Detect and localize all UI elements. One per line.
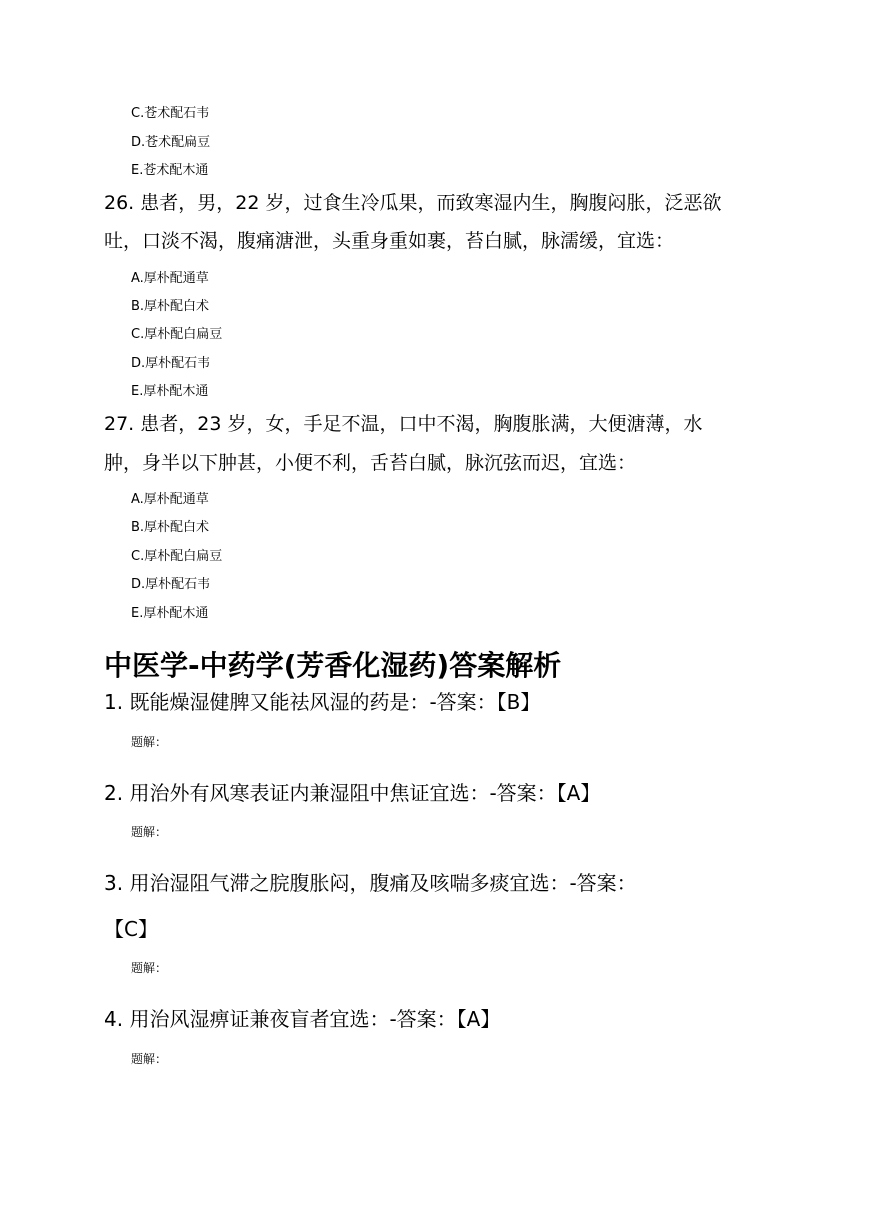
q26-option-c: C.厚朴配白扁豆 bbox=[131, 327, 223, 342]
q27-stem-line2: 肿，身半以下肿甚，小便不利，舌苔白腻，脉沉弦而迟，宜选： bbox=[104, 452, 637, 474]
q27-option-b: B.厚朴配白术 bbox=[131, 520, 210, 535]
q27-stem-line1: 27. 患者，23 岁，女，手足不温，口中不渴，胸腹胀满，大便溏薄，水 bbox=[104, 413, 703, 435]
q26-stem-line1: 26. 患者，男，22 岁，过食生冷瓜果，而致寒湿内生，胸腹闷胀，泛恶欲 bbox=[104, 192, 722, 214]
q25-option-d: D.苍术配扁豆 bbox=[131, 135, 211, 150]
q27-option-a: A.厚朴配通草 bbox=[131, 492, 209, 507]
q26-option-b: B.厚朴配白术 bbox=[131, 299, 210, 314]
answer-3-note: 题解： bbox=[131, 961, 168, 975]
q26-option-d: D.厚朴配石韦 bbox=[131, 356, 211, 371]
q26-option-e: E.厚朴配木通 bbox=[131, 384, 209, 399]
answer-2: 2. 用治外有风寒表证内兼湿阻中焦证宜选：-答案：【A】 bbox=[104, 781, 601, 805]
answer-2-note: 题解： bbox=[131, 825, 168, 839]
q25-option-c: C.苍术配石韦 bbox=[131, 106, 210, 121]
answer-4: 4. 用治风湿痹证兼夜盲者宜选：-答案：【A】 bbox=[104, 1007, 501, 1031]
answer-1-note: 题解： bbox=[131, 735, 168, 749]
answer-3: 3. 用治湿阻气滞之脘腹胀闷，腹痛及咳喘多痰宜选：-答案： bbox=[104, 871, 637, 895]
q27-option-e: E.厚朴配木通 bbox=[131, 606, 209, 621]
q26-stem-line2: 吐，口淡不渴，腹痛溏泄，头重身重如裹，苔白腻，脉濡缓，宜选： bbox=[104, 230, 675, 252]
q25-option-e: E.苍术配木通 bbox=[131, 163, 209, 178]
q27-option-c: C.厚朴配白扁豆 bbox=[131, 549, 223, 564]
answers-heading: 中医学-中药学(芳香化湿药)答案解析 bbox=[104, 649, 562, 682]
answer-4-note: 题解： bbox=[131, 1052, 168, 1066]
answer-3-continuation: 【C】 bbox=[104, 917, 158, 941]
q27-option-d: D.厚朴配石韦 bbox=[131, 577, 211, 592]
answer-1: 1. 既能燥湿健脾又能祛风湿的药是：-答案：【B】 bbox=[104, 690, 541, 714]
q26-option-a: A.厚朴配通草 bbox=[131, 271, 209, 286]
